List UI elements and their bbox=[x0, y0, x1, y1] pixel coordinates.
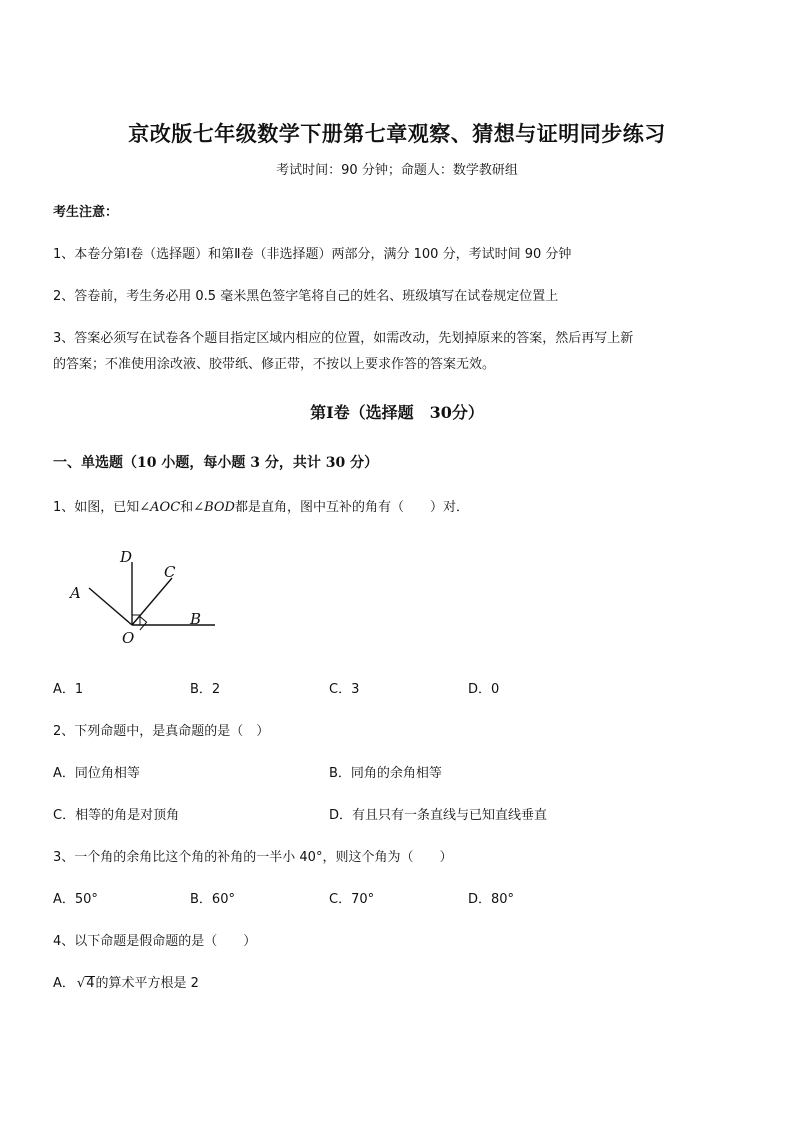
q1-option-d: D．0 bbox=[468, 682, 500, 697]
q4-option-a-suffix: 的算术平方根是 2 bbox=[95, 976, 199, 991]
right-angle-mark-aoc bbox=[140, 616, 147, 630]
ray-oc bbox=[132, 578, 172, 625]
q2-option-c: C．相等的角是对顶角 bbox=[53, 808, 180, 823]
q2-option-d: D．有且只有一条直线与已知直线垂直 bbox=[329, 808, 548, 823]
q3-option-a: A．50° bbox=[53, 892, 98, 907]
notice-item-1: 1、本卷分第Ⅰ卷（选择题）和第Ⅱ卷（非选择题）两部分，满分 100 分，考试时间 90 分钟 bbox=[53, 247, 572, 262]
q4-option-a bbox=[53, 972, 199, 991]
exam-subtitle: 考试时间：90 分钟；命题人：数学教研组 bbox=[276, 163, 518, 178]
label-b: B bbox=[190, 610, 202, 628]
q2-option-b: B．同角的余角相等 bbox=[329, 766, 442, 781]
notice-item-3-cont: 的答案；不准使用涂改液、胶带纸、修正带，不按以上要求作答的答案无效。 bbox=[53, 357, 496, 372]
q1-angle-aoc: ∠AOC bbox=[139, 500, 181, 515]
q3-option-c: C．70° bbox=[329, 892, 375, 907]
q3-option-d: D．80° bbox=[468, 892, 515, 907]
q1-option-a: A．1 bbox=[53, 682, 84, 697]
q2-option-a: A．同位角相等 bbox=[53, 766, 140, 781]
section-title: 第Ⅰ卷（选择题 30分） bbox=[310, 403, 484, 422]
notice-item-3: 3、答案必须写在试卷各个题目指定区域内相应的位置，如需改动，先划掉原来的答案，然后再写上新 bbox=[53, 331, 634, 346]
q4-option-a-prefix: A． bbox=[53, 976, 75, 991]
label-d: D bbox=[120, 548, 133, 566]
q1-option-c: C．3 bbox=[329, 682, 360, 697]
q1-option-b: B．2 bbox=[190, 682, 221, 697]
q3-option-b: B．60° bbox=[190, 892, 235, 907]
notice-item-2: 2、答卷前，考生务必用 0.5 毫米黑色签字笔将自己的姓名、班级填写在试卷规定位置上 bbox=[53, 289, 559, 304]
q1-prefix: 1、如图，已知 bbox=[53, 500, 140, 515]
q1-angle-figure bbox=[60, 540, 240, 655]
question-2-stem: 2、下列命题中，是真命题的是（ ） bbox=[53, 724, 270, 739]
sqrt-symbol: √4 bbox=[76, 976, 95, 991]
notice-heading: 考生注意： bbox=[53, 205, 119, 220]
label-o: O bbox=[122, 629, 135, 647]
label-a: A bbox=[70, 584, 81, 602]
q1-suffix: 都是直角，图中互补的角有（ ）对． bbox=[234, 500, 469, 515]
ray-oa bbox=[89, 588, 132, 625]
exam-title: 京改版七年级数学下册第七章观察、猜想与证明同步练习 bbox=[128, 121, 666, 146]
label-c: C bbox=[164, 563, 176, 581]
question-3-stem: 3、一个角的余角比这个角的补角的一半小 40°，则这个角为（ ） bbox=[53, 850, 453, 865]
q1-angle-bod: ∠BOD bbox=[193, 500, 235, 515]
q4-radicand: 4 bbox=[86, 976, 95, 991]
question-1-stem bbox=[53, 496, 469, 515]
part-heading: 一、单选题（10 小题，每小题 3 分，共计 30 分） bbox=[53, 455, 379, 471]
question-4-stem: 4、以下命题是假命题的是（ ） bbox=[53, 934, 257, 949]
q1-mid: 和 bbox=[180, 500, 194, 515]
